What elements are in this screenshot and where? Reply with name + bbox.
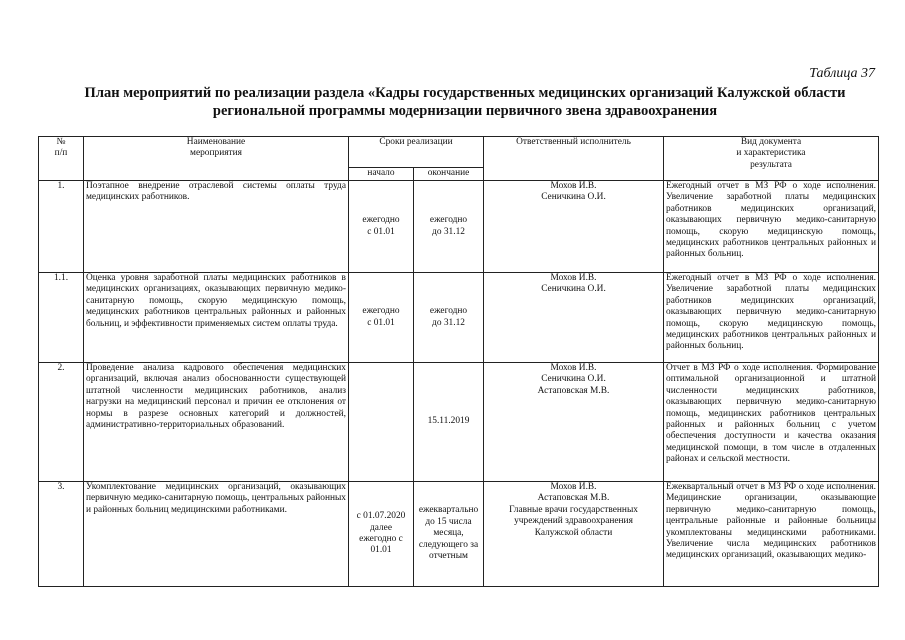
- cell-line: отчетным: [429, 551, 468, 562]
- row-name: Укомплектование медицинских организаций, оказывающих первичную медико-санитарную помощь, центральных районных и районных больниц медицинскими работниками.: [84, 482, 349, 587]
- cell-line: до 15 числа: [425, 516, 472, 527]
- row-num: 2.: [39, 363, 84, 482]
- plan-table: [38, 136, 879, 587]
- cell-line: Сеничкина О.И.: [541, 284, 606, 295]
- cell-line: п/п: [54, 148, 68, 159]
- cell-line: №: [56, 137, 66, 147]
- row-num: 1.: [39, 181, 84, 273]
- cell-line: учреждений здравоохранения: [514, 516, 633, 527]
- cell-line: Сеничкина О.И.: [541, 192, 606, 203]
- row-start: [349, 363, 414, 482]
- header-start: начало: [349, 168, 414, 181]
- cell-line: Мохов И.В.: [550, 482, 597, 492]
- cell-line: ежеквартально: [418, 505, 479, 516]
- row-start: [349, 181, 414, 273]
- cell-line: месяца,: [433, 528, 464, 539]
- cell-line: 15.11.2019: [427, 416, 470, 427]
- row-responsible: [484, 363, 664, 482]
- header-name: [84, 137, 349, 181]
- row-start: [349, 482, 414, 587]
- cell-line: Мохов И.В.: [550, 273, 597, 283]
- document-title: [40, 84, 890, 120]
- cell-line: 01.01: [370, 545, 392, 556]
- row-doc: Ежеквартальный отчет в МЗ РФ о ходе исполнения. Медицинские организации, оказывающие первичную медико-санитарную помощь, центральные районные и районные больницы укомплектованы медицинскими работниками. Увеличение числа медицинских работников медицинских организаций, оказывающих медико-: [664, 482, 879, 587]
- cell-line: Астаповская М.В.: [537, 493, 610, 504]
- cell-line: Сеничкина О.И.: [541, 374, 606, 385]
- cell-line: Астаповская М.В.: [537, 385, 610, 396]
- row-name: Проведение анализа кадрового обеспечения медицинских организаций, включая анализ обоснованности существующей штатной численности медицинских работников, анализ нагрузки на медицинский персонал и причин ее отклонения от нормы в разрезе основных категорий и должностей, административно-территориальных образований.: [84, 363, 349, 482]
- header-terms: Сроки реализации: [349, 137, 484, 168]
- table-row: [39, 363, 879, 482]
- cell-line: Калужской области: [534, 527, 613, 538]
- row-start: [349, 273, 414, 363]
- cell-line: Главные врачи государственных: [509, 504, 638, 515]
- row-name: Оценка уровня заработной платы медицинских работников в медицинских организациях, оказывающих первичную медико-санитарную помощь, скорую медицинскую помощь, медицинских работников центральных районных и районных больниц, и эффективности применяемых систем оплаты труда.: [84, 273, 349, 363]
- cell-line: с 01.01: [367, 226, 395, 237]
- cell-line: Мохов И.В.: [550, 363, 597, 373]
- header-responsible: Ответственный исполнитель: [484, 137, 664, 181]
- title-line-1: План мероприятий по реализации раздела «Кадры государственных медицинских организаций Калужской области: [84, 85, 846, 101]
- header-num: [39, 137, 84, 181]
- cell-line: ежегодно: [429, 306, 468, 317]
- row-doc: Ежегодный отчет в МЗ РФ о ходе исполнения. Увеличение заработной платы медицинских работников медицинских организаций, оказывающих первичную медико-санитарную помощь, скорую медицинскую помощь, медицинских работников центральных районных и районных больниц.: [664, 181, 879, 273]
- cell-line: и характеристика: [736, 148, 806, 159]
- row-doc: Ежегодный отчет в МЗ РФ о ходе исполнения. Увеличение заработной платы медицинских работников медицинских организаций, оказывающих первичную медико-санитарную помощь, скорую медицинскую помощь, медицинских работников центральных районных и районных больниц.: [664, 273, 879, 363]
- header-doc: [664, 137, 879, 181]
- cell-line: результата: [750, 159, 792, 170]
- row-end: [414, 482, 484, 587]
- cell-line: с 01.01: [367, 317, 395, 328]
- cell-line: следующего за: [418, 539, 479, 550]
- table-row: [39, 181, 879, 273]
- row-responsible: [484, 181, 664, 273]
- cell-line: с 01.07.2020: [356, 511, 406, 522]
- row-responsible: [484, 482, 664, 587]
- cell-line: Вид документа: [740, 137, 802, 147]
- row-responsible: [484, 273, 664, 363]
- table-number-label: Таблица 37: [809, 66, 875, 81]
- table-row: [39, 273, 879, 363]
- cell-line: до 31.12: [432, 226, 465, 237]
- table-row: [39, 482, 879, 587]
- title-line-2: региональной программы модернизации первичного звена здравоохранения: [212, 103, 718, 119]
- row-end: [414, 181, 484, 273]
- row-num: 3.: [39, 482, 84, 587]
- cell-line: ежегодно: [362, 215, 400, 226]
- cell-line: мероприятия: [190, 148, 242, 159]
- cell-line: до 31.12: [432, 317, 465, 328]
- row-num: 1.1.: [39, 273, 84, 363]
- row-doc: Отчет в МЗ РФ о ходе исполнения. Формирование оптимальной организационной и штатной численности медицинских работников, оказывающих первичную медико-санитарную помощь, медицинских работников центральных районных и районных больниц с учетом обеспечения доступности и качества оказания медицинской помощи, в том числе в отдаленных районах и сельской местности.: [664, 363, 879, 482]
- cell-line: Наименование: [186, 137, 246, 147]
- cell-line: далее ежегодно с: [359, 522, 403, 544]
- cell-line: ежегодно: [429, 215, 468, 226]
- header-end: окончание: [414, 168, 484, 181]
- cell-line: ежегодно: [362, 306, 400, 317]
- row-end: [414, 363, 484, 482]
- cell-line: Мохов И.В.: [550, 181, 597, 191]
- row-name: Поэтапное внедрение отраслевой системы оплаты труда медицинских работников.: [84, 181, 349, 273]
- row-end: [414, 273, 484, 363]
